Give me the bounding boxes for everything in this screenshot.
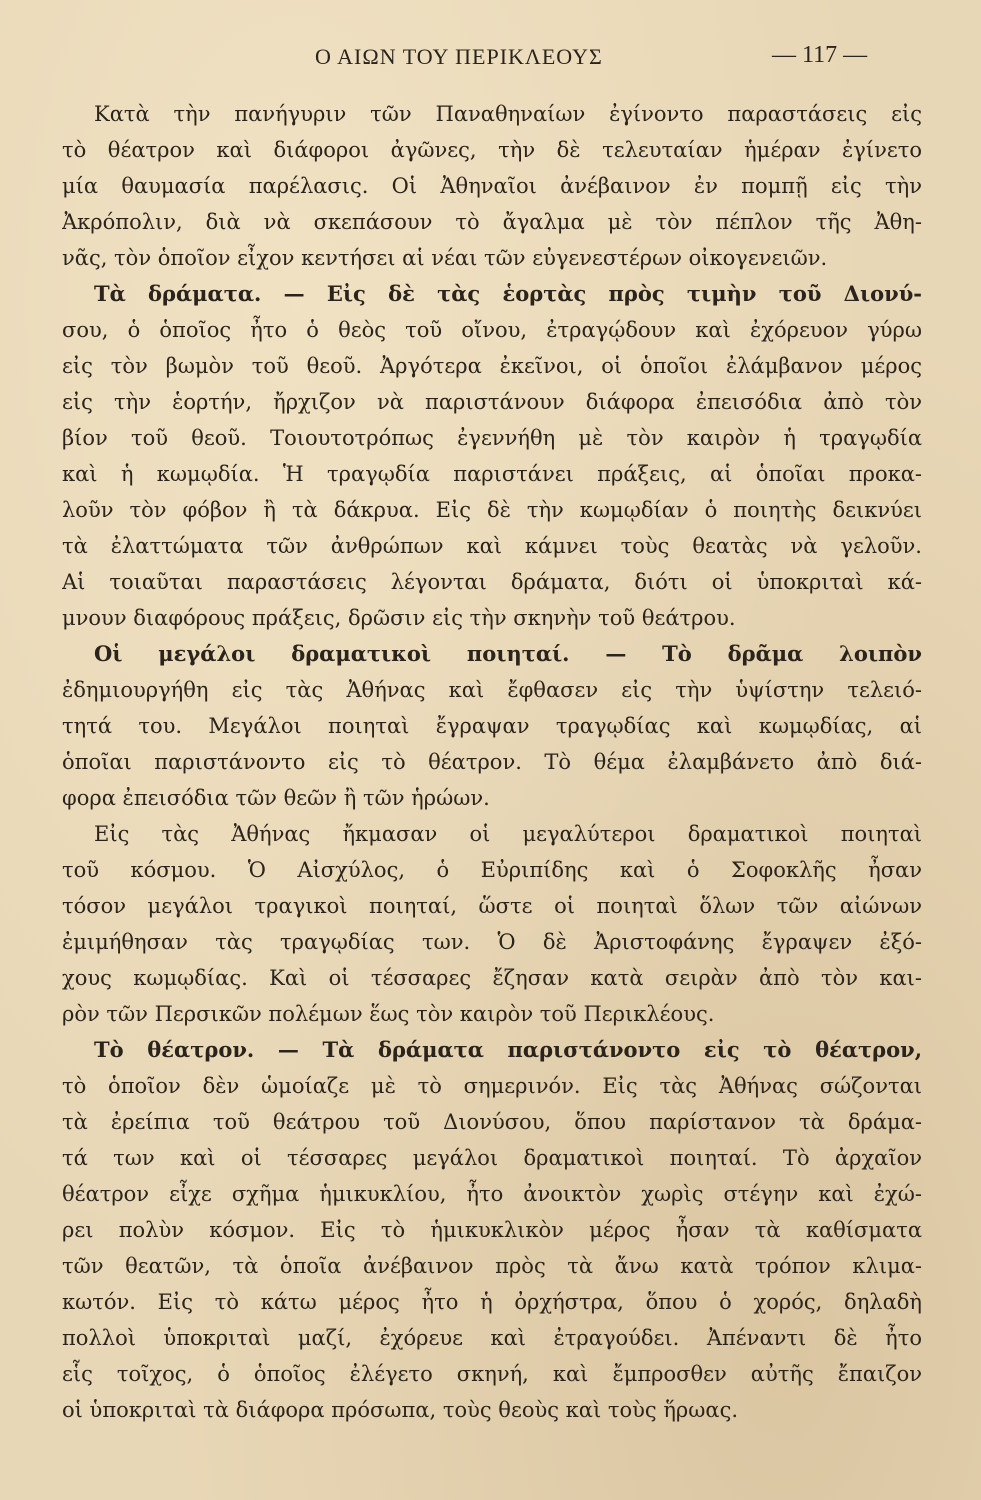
text-line: εἰς τὸν βωμὸν τοῦ θεοῦ. Ἀργότερα ἐκεῖνοι, οἱ ὁποῖοι ἐλάμβανον μέρος — [62, 354, 922, 378]
text-line: μία θαυμασία παρέλασις. Οἱ Ἀθηναῖοι ἀνέβαινον ἐν πομπῇ εἰς τὴν — [62, 174, 922, 198]
text-line: καὶ ἡ κωμῳδία. Ἡ τραγῳδία παριστάνει πράξεις, αἱ ὁποῖαι προκα- — [62, 462, 922, 486]
text-line: ρὸν τῶν Περσικῶν πολέμων ἕως τὸν καιρὸν τοῦ Περικλέους. — [62, 1002, 715, 1026]
text-line: τὸ ὁποῖον δὲν ὡμοίαζε μὲ τὸ σημερινόν. Εἰς τὰς Ἀθήνας σώζονται — [62, 1074, 922, 1098]
running-title: Ο ΑΙΩΝ ΤΟΥ ΠΕΡΙΚΛΕΟΥΣ — [315, 44, 603, 69]
text-line: Κατὰ τὴν πανήγυριν τῶν Παναθηναίων ἐγίνοντο παραστάσεις εἰς — [94, 102, 922, 126]
text-line: θέατρον εἶχε σχῆμα ἡμικυκλίου, ἦτο ἀνοικτὸν χωρὶς στέγην καὶ ἐχώ- — [62, 1182, 922, 1206]
text-line: χους κωμῳδίας. Καὶ οἱ τέσσαρες ἔζησαν κατὰ σειρὰν ἀπὸ τὸν και- — [62, 966, 922, 990]
text-line: ὁποῖαι παριστάνοντο εἰς τὸ θέατρον. Τὸ θέμα ἐλαμβάνετο ἀπὸ διά- — [62, 750, 922, 774]
text-line: τῶν θεατῶν, τὰ ὁποῖα ἀνέβαινον πρὸς τὰ ἄνω κατὰ τρόπον κλιμα- — [62, 1254, 922, 1278]
text-line: Ἀκρόπολιν, διὰ νὰ σκεπάσουν τὸ ἄγαλμα μὲ τὸν πέπλον τῆς Ἀθη- — [62, 210, 922, 234]
page-number: — 117 — — [772, 42, 868, 68]
paragraph — [62, 96, 922, 276]
text-line: οἱ ὑποκριταὶ τὰ διάφορα πρόσωπα, τοὺς θεοὺς καὶ τοὺς ἥρωας. — [62, 1398, 739, 1422]
text-line: νᾶς, τὸν ὁποῖον εἶχον κεντήσει αἱ νέαι τῶν εὐγενεστέρων οἰκογενειῶν. — [62, 246, 828, 270]
text-line: φορα ἐπεισόδια τῶν θεῶν ἢ τῶν ἡρώων. — [62, 786, 490, 810]
section-heading-line: Τὰ δράματα. — Εἰς δὲ τὰς ἑορτὰς πρὸς τιμὴν τοῦ Διονύ- — [94, 281, 922, 306]
text-line: κωτόν. Εἰς τὸ κάτω μέρος ἦτο ἡ ὀρχήστρα, ὅπου ὁ χορός, δηλαδὴ — [62, 1290, 922, 1314]
text-line: τοῦ κόσμου. Ὁ Αἰσχύλος, ὁ Εὐριπίδης καὶ ὁ Σοφοκλῆς ἦσαν — [62, 858, 922, 882]
text-line: ἐδημιουργήθη εἰς τὰς Ἀθήνας καὶ ἔφθασεν εἰς τὴν ὑψίστην τελειό- — [62, 678, 922, 702]
paragraph — [62, 816, 922, 1032]
text-line: Αἱ τοιαῦται παραστάσεις λέγονται δράματα, διότι οἱ ὑποκριταὶ κά- — [62, 570, 922, 594]
text-line: τὰ ἐλαττώματα τῶν ἀνθρώπων καὶ κάμνει τοὺς θεατὰς νὰ γελοῦν. — [62, 534, 922, 558]
text-line: Εἰς τὰς Ἀθήνας ἤκμασαν οἱ μεγαλύτεροι δραματικοὶ ποιηταὶ — [94, 822, 922, 846]
text-line: πολλοὶ ὑποκριταὶ μαζί, ἐχόρευε καὶ ἐτραγούδει. Ἀπέναντι δὲ ἦτο — [62, 1326, 922, 1350]
text-line: λοῦν τὸν φόβον ἢ τὰ δάκρυα. Εἰς δὲ τὴν κωμῳδίαν ὁ ποιητὴς δεικνύει — [62, 498, 922, 522]
text-line: εἷς τοῖχος, ὁ ὁποῖος ἐλέγετο σκηνή, καὶ ἔμπροσθεν αὐτῆς ἔπαιζον — [62, 1362, 922, 1386]
text-line: μνουν διαφόρους πράξεις, δρῶσιν εἰς τὴν σκηνὴν τοῦ θεάτρου. — [62, 606, 736, 630]
paragraph — [62, 636, 922, 816]
text-line: τά των καὶ οἱ τέσσαρες μεγάλοι δραματικοὶ ποιηταί. Τὸ ἀρχαῖον — [62, 1146, 922, 1170]
text-line: τὰ ἐρείπια τοῦ θεάτρου τοῦ Διονύσου, ὅπου παρίστανον τὰ δράμα- — [62, 1110, 922, 1134]
body-text — [62, 96, 922, 1428]
paragraph — [62, 276, 922, 636]
text-line: τὸ θέατρον καὶ διάφοροι ἀγῶνες, τὴν δὲ τελευταίαν ἡμέραν ἐγίνετο — [62, 138, 922, 162]
section-heading-line: Τὸ θέατρον. — Τὰ δράματα παριστάνοντο εἰς τὸ θέατρον, — [94, 1037, 922, 1062]
section-heading-line: Οἱ μεγάλοι δραματικοὶ ποιηταί. — Τὸ δρᾶμα λοιπὸν — [94, 641, 922, 666]
text-line: εἰς τὴν ἑορτήν, ἤρχιζον νὰ παριστάνουν διάφορα ἐπεισόδια ἀπὸ τὸν — [62, 390, 922, 414]
paragraph — [62, 1032, 922, 1428]
page-header — [60, 40, 921, 74]
text-line: ρει πολὺν κόσμον. Εἰς τὸ ἡμικυκλικὸν μέρος ἦσαν τὰ καθίσματα — [62, 1218, 922, 1242]
text-line: τητά του. Μεγάλοι ποιηταὶ ἔγραψαν τραγῳδίας καὶ κωμῳδίας, αἱ — [62, 714, 922, 738]
text-line: σου, ὁ ὁποῖος ἦτο ὁ θεὸς τοῦ οἴνου, ἐτραγῴδουν καὶ ἐχόρευον γύρω — [62, 318, 922, 342]
text-line: βίον τοῦ θεοῦ. Τοιουτοτρόπως ἐγεννήθη μὲ τὸν καιρὸν ἡ τραγῳδία — [62, 426, 922, 450]
text-line: ἐμιμήθησαν τὰς τραγῳδίας των. Ὁ δὲ Ἀριστοφάνης ἔγραψεν ἐξό- — [62, 930, 922, 954]
text-line: τόσον μεγάλοι τραγικοὶ ποιηταί, ὥστε οἱ ποιηταὶ ὅλων τῶν αἰώνων — [62, 894, 922, 918]
